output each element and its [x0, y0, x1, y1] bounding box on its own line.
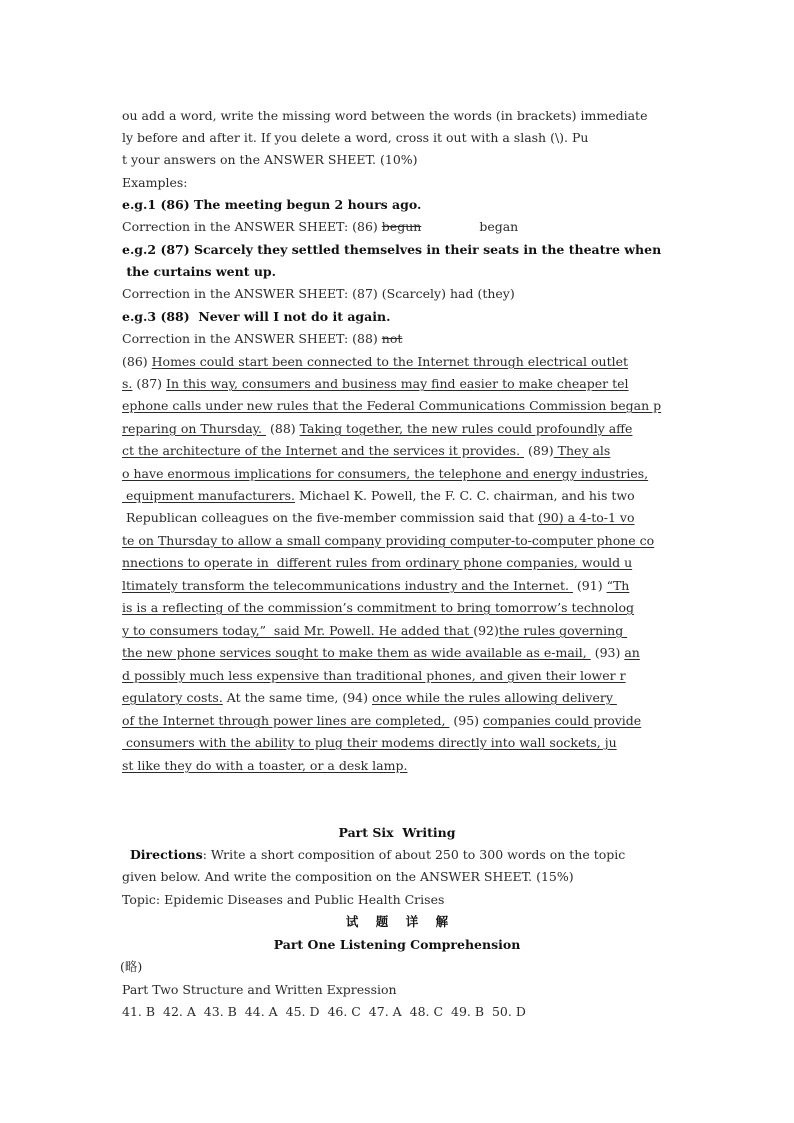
example-1-correction — [122, 219, 518, 235]
answer-keys: 41. B 42. A 43. B 44. A 45. D 46. C 47. A 48. C 49. B 50. D — [122, 1004, 526, 1019]
underlined-sentence: o have enormous implications for consumers, the telephone and energy industries, — [122, 466, 649, 481]
underlined-sentence: the rules governing — [498, 623, 628, 638]
example-3-correction — [122, 331, 402, 347]
underlined-sentence: egulatory costs. — [122, 690, 223, 705]
correction-prefix: Correction in the ANSWER SHEET: (86) — [122, 219, 382, 234]
part-six-title: Part Six Writing — [338, 825, 456, 840]
underlined-sentence: nnections to operate in different rules from ordinary phone companies, would u — [122, 555, 633, 570]
underlined-sentence: ltimately transform the telecommunications industry and the Internet. — [122, 578, 573, 593]
item-number: (92) — [473, 623, 499, 638]
passage-line-1 — [122, 354, 628, 370]
underlined-sentence: once while the rules allowing delivery — [371, 690, 617, 705]
underlined-sentence: of the Internet through power lines are completed, — [122, 713, 450, 728]
passage-line-10 — [122, 555, 632, 571]
underlined-sentence: companies could provide — [483, 713, 642, 728]
intro-line-2: ly before and after it. If you delete a word, cross it out with a slash (\). Pu — [122, 130, 589, 145]
example-2 — [122, 242, 661, 258]
item-number: (87) — [132, 376, 166, 391]
omitted-note: (略) — [120, 959, 143, 974]
example-3-text: Never will I not do it again. — [189, 309, 391, 324]
underlined-sentence: an — [624, 645, 640, 660]
directions-text: : Write a short composition of about 250 to 300 words on the topic — [202, 847, 626, 862]
passage-line-16 — [122, 690, 617, 706]
underlined-sentence: ephone calls under new rules that the Federal Communications Commission began p — [122, 398, 662, 413]
item-number: (94) — [342, 690, 372, 705]
example-1-text: The meeting begun 2 hours ago. — [189, 197, 422, 212]
part-one-title: Part One Listening Comprehension — [273, 937, 521, 952]
passage-line-8 — [122, 510, 635, 526]
underlined-sentence: st like they do with a toaster, or a desk lamp. — [122, 758, 408, 773]
underlined-sentence: They als — [553, 443, 611, 458]
plain-text: Republican colleagues on the five-member commission said that — [122, 510, 538, 525]
example-3 — [122, 309, 390, 325]
answers-heading: 试 题 详 解 — [345, 914, 449, 929]
part-two-title: Part Two Structure and Written Expression — [122, 982, 397, 997]
underlined-sentence: consumers with the ability to plug their modems directly into wall sockets, ju — [122, 735, 617, 750]
underlined-sentence: the new phone services sought to make them as wide available as e-mail, — [122, 645, 591, 660]
passage-line-5 — [122, 443, 610, 459]
passage-line-2 — [122, 376, 629, 392]
plain-text: Michael K. Powell, the F. C. C. chairman, and his two — [295, 488, 635, 503]
underlined-sentence: (90) a 4-to-1 vo — [537, 510, 635, 525]
example-1-label: e.g.1 (86) — [122, 197, 190, 212]
example-3-label: e.g.3 (88) — [122, 309, 190, 324]
passage-line-12 — [122, 600, 634, 616]
topic-line: Topic: Epidemic Diseases and Public Health Crises — [122, 892, 445, 907]
directions-label: Directions — [129, 847, 203, 862]
passage-line-9 — [122, 533, 654, 549]
passage-line-19 — [122, 758, 407, 774]
passage-line-6 — [122, 466, 648, 482]
passage-line-17 — [122, 713, 641, 729]
directions-line-1 — [122, 847, 625, 863]
underlined-sentence: d possibly much less expensive than traditional phones, and given their lower r — [122, 668, 626, 683]
underlined-sentence: is is a reflecting of the commission’s commitment to bring tomorrow’s technolog — [122, 600, 635, 615]
passage-line-11 — [122, 578, 629, 594]
item-number: (86) — [122, 354, 152, 369]
example-2-cont: the curtains went up. — [122, 264, 277, 279]
passage-line-18 — [122, 735, 617, 751]
passage-line-15 — [122, 668, 626, 684]
correction-prefix: Correction in the ANSWER SHEET: (88) — [122, 331, 382, 346]
corrected-word: began — [479, 219, 519, 234]
underlined-sentence: Taking together, the new rules could profoundly affe — [299, 421, 633, 436]
passage-line-13 — [122, 623, 627, 639]
example-1 — [122, 197, 421, 213]
underlined-sentence: “Th — [606, 578, 630, 593]
example-2-correction: Correction in the ANSWER SHEET: (87) (Scarcely) had (they) — [122, 286, 515, 301]
intro-line-1: ou add a word, write the missing word between the words (in brackets) immediate — [122, 108, 648, 123]
item-number: (91) — [572, 578, 607, 593]
underlined-sentence: equipment manufacturers. — [122, 488, 296, 503]
underlined-sentence: Homes could start been connected to the Internet through electrical outlet — [151, 354, 629, 369]
examples-heading: Examples: — [122, 175, 188, 190]
underlined-sentence: reparing on Thursday. — [122, 421, 267, 436]
underlined-sentence: te on Thursday to allow a small company providing computer-to-computer phone co — [122, 533, 655, 548]
item-number: (95) — [449, 713, 484, 728]
item-number: (89) — [524, 443, 554, 458]
passage-line-14 — [122, 645, 640, 661]
passage-line-7 — [122, 488, 635, 504]
plain-text: At the same time, — [222, 690, 343, 705]
directions-line-2: given below. And write the composition on the ANSWER SHEET. (15%) — [122, 869, 574, 884]
passage-line-4 — [122, 421, 632, 437]
struck-word: begun — [381, 219, 422, 234]
item-number: (88) — [266, 421, 300, 436]
example-2-label: e.g.2 (87) — [122, 242, 190, 257]
underlined-sentence: In this way, consumers and business may find easier to make cheaper tel — [166, 376, 629, 391]
example-2-text-a: Scarcely they settled themselves in their seats in the theatre when — [189, 242, 662, 257]
underlined-sentence: s. — [122, 376, 133, 391]
underlined-sentence: y to consumers today,” said Mr. Powell. He added that — [122, 623, 474, 638]
passage-line-3 — [122, 398, 661, 414]
intro-line-3: t your answers on the ANSWER SHEET. (10%) — [122, 152, 418, 167]
item-number: (93) — [590, 645, 625, 660]
underlined-sentence: ct the architecture of the Internet and the services it provides. — [122, 443, 525, 458]
struck-word: not — [381, 331, 403, 346]
